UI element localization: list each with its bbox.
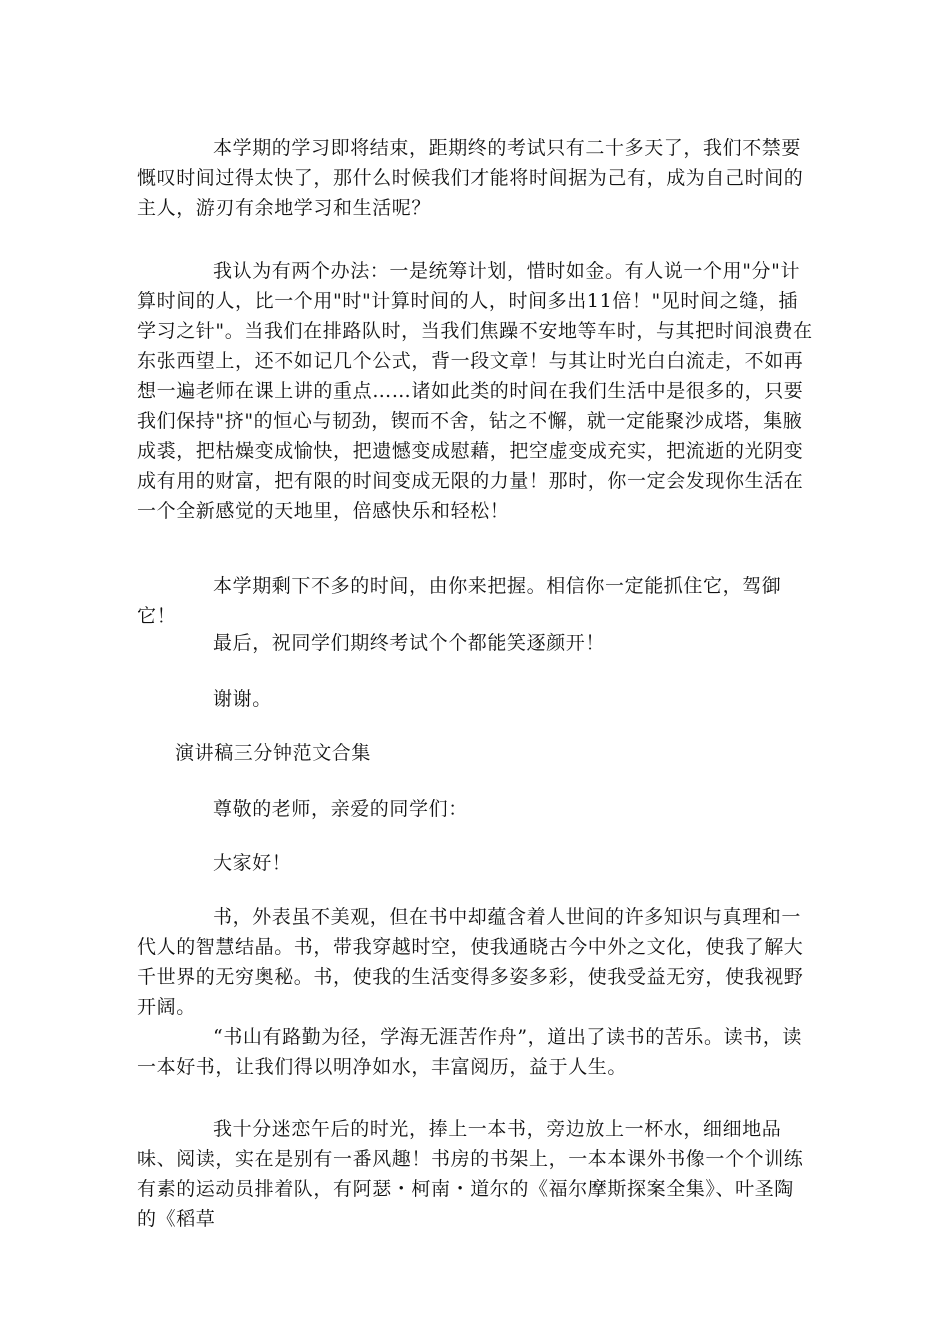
paragraph-salutation: 尊敬的老师，亲爱的同学们： (213, 798, 468, 820)
paragraph-about-books: 书，外表虽不美观，但在书中却蕴含着人世间的许多知识与真理和一代人的智慧结晶。书，带我穿越时空，使我通晓古今中外之文化，使我了解大千世界的无穷奥秘。书，使我的生活变得多姿多彩，使我受益无穷，使我视野开阔。 (137, 906, 804, 1018)
paragraph-greeting: 大家好！ (213, 852, 292, 874)
paragraph-reading-joy: “书山有路勤为径，学海无涯苦作舟”，道出了读书的苦乐。读书，读一本好书，让我们得以明净如水，丰富阅历，益于人生。 (137, 1026, 803, 1078)
paragraph-afternoon-reading: 我十分迷恋午后的时光，捧上一本书，旁边放上一杯水，细细地品味、阅读，实在是别有一番风趣！书房的书架上，一本本课外书像一个个训练有素的运动员排着队，有阿瑟・柯南・道尔的《福尔摩斯探案全集》、叶圣陶的《稻草 (137, 1118, 804, 1230)
paragraph-exam-intro: 本学期的学习即将结束，距期终的考试只有二十多天了，我们不禁要慨叹时间过得太快了，那什么时候我们才能将时间据为己有，成为自己时间的主人，游刃有余地学习和生活呢？ (137, 137, 804, 219)
paragraph-two-methods: 我认为有两个办法：一是统筹计划，惜时如金。有人说一个用"分"计算时间的人，比一个用"时"计算时间的人，时间多出11倍！"见时间之缝，插学习之针"。当我们在排路队时，当我们焦躁不安地等车时，与其把时间浪费在东张西望上，还不如记几个公式，背一段文章！与其让时光白白流走，不如再想一遍老师在课上讲的重点……诸如此类的时间在我们生活中是很多的，只要我们保持"挤"的恒心与韧劲，锲而不舍，钻之不懈，就一定能聚沙成塔，集腋成裘，把枯燥变成愉快，把遗憾变成慰藉，把空虚变成充实，把流逝的光阴变成有用的财富，把有限的时间变成无限的力量！那时，你一定会发现你生活在一个全新感觉的天地里，倍感快乐和轻松！ (137, 260, 813, 522)
paragraph-remaining-time: 本学期剩下不多的时间，由你来把握。相信你一定能抓住它，驾御它！ (137, 575, 782, 627)
paragraph-wishes: 最后，祝同学们期终考试个个都能笑逐颜开！ (213, 632, 606, 654)
paragraph-thanks: 谢谢。 (213, 688, 272, 710)
section-heading: 演讲稿三分钟范文合集 (175, 742, 372, 764)
